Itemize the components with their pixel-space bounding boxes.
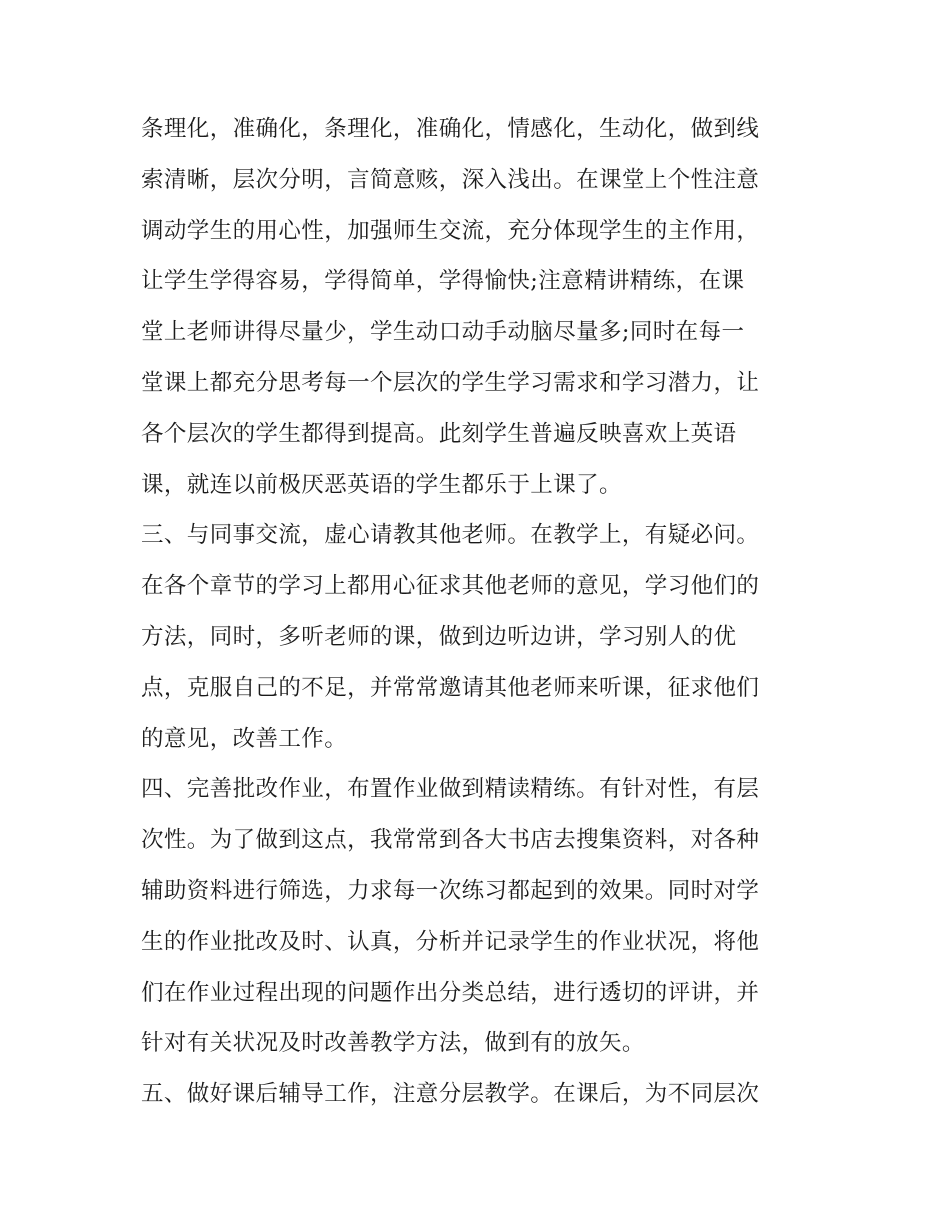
section-heading-line: 三、与同事交流，虚心请教其他老师。在教学上，有疑必问。 [141,522,760,549]
text-line: 针对有关状况及时改善教学方法，做到有的放矢。 [141,1030,645,1057]
text-line: 堂课上都充分思考每一个层次的学生学习需求和学习潜力，让 [141,369,760,396]
text-line: 们在作业过程出现的问题作出分类总结，进行透切的评讲，并 [141,979,760,1006]
text-line: 让学生学得容易，学得简单，学得愉快;注意精讲精练，在课 [141,268,745,295]
text-line: 辅助资料进行筛选，力求每一次练习都起到的效果。同时对学 [141,877,760,904]
text-line: 次性。为了做到这点，我常常到各大书店去搜集资料，对各种 [141,827,760,854]
text-line: 生的作业批改及时、认真，分析并记录学生的作业状况，将他 [141,928,760,955]
text-line: 调动学生的用心性，加强师生交流，充分体现学生的主作用， [141,217,760,244]
text-line: 方法，同时，多听老师的课，做到边听边讲，学习别人的优 [141,623,737,650]
document-body [141,104,813,1120]
section-heading-line: 五、做好课后辅导工作，注意分层教学。在课后，为不同层次 [141,1081,760,1108]
text-line: 条理化，准确化，条理化，准确化，情感化，生动化，做到线 [141,116,760,142]
text-line: 点，克服自己的不足，并常常邀请其他老师来听课，征求他们 [141,674,760,701]
text-line: 课，就连以前极厌恶英语的学生都乐于上课了。 [141,471,622,498]
text-line: 堂上老师讲得尽量少，学生动口动手动脑尽量多;同时在每一 [141,319,745,346]
text-line: 在各个章节的学习上都用心征求其他老师的意见，学习他们的 [141,573,760,600]
text-line: 各个层次的学生都得到提高。此刻学生普遍反映喜欢上英语 [141,420,737,447]
section-heading-line: 四、完善批改作业，布置作业做到精读精练。有针对性，有层 [141,776,760,803]
text-line: 的意见，改善工作。 [141,725,348,752]
text-line: 索清晰，层次分明，言简意赅，深入浅出。在课堂上个性注意 [141,166,760,193]
